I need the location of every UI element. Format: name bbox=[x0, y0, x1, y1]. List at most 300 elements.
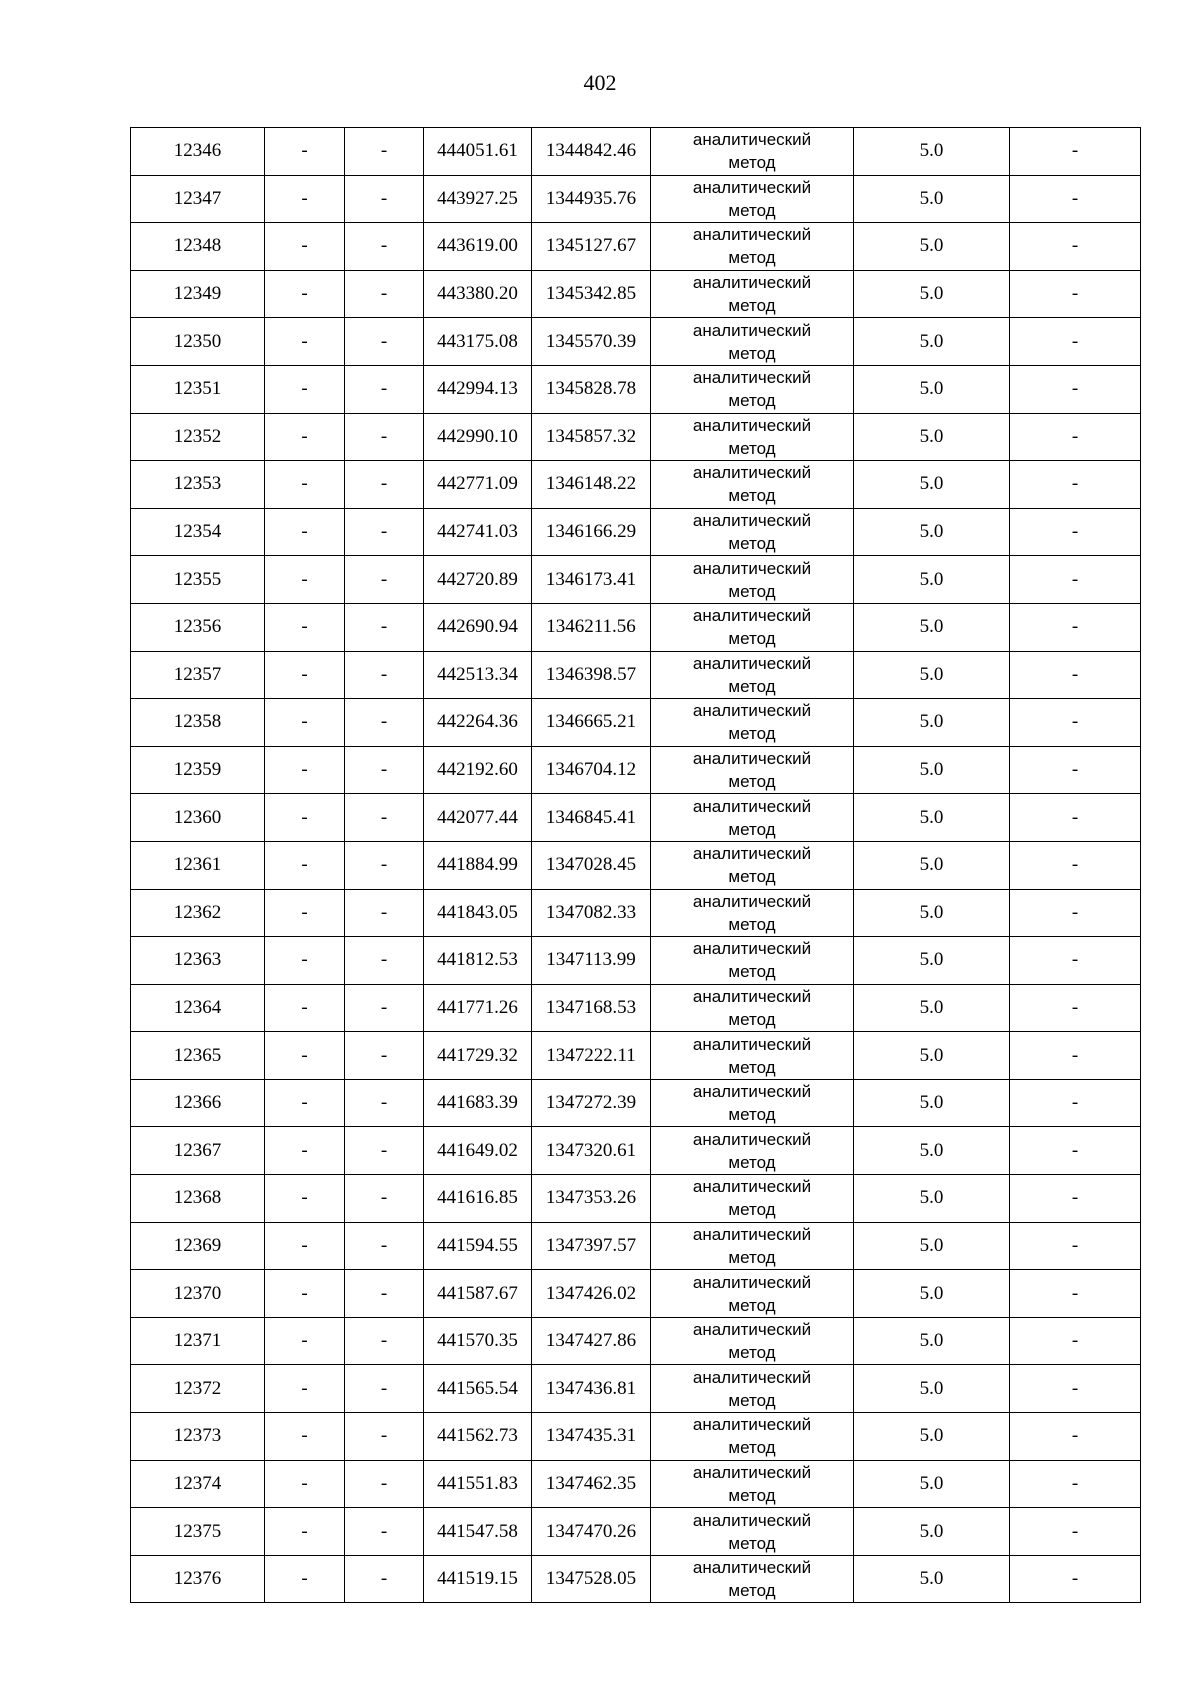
y-coordinate-cell: 1347435.31 bbox=[532, 1413, 651, 1461]
x-coordinate-cell: 442771.09 bbox=[424, 461, 532, 509]
method-text-line: аналитический bbox=[692, 891, 812, 911]
column-8-cell: - bbox=[1010, 223, 1141, 271]
column-8-cell: - bbox=[1010, 128, 1141, 176]
accuracy-cell: 5.0 bbox=[854, 1460, 1010, 1508]
point-number-cell: 12363 bbox=[131, 937, 265, 985]
table-row bbox=[131, 1365, 1141, 1413]
method-cell bbox=[651, 1508, 854, 1556]
method-cell bbox=[651, 1175, 854, 1223]
column-3-cell: - bbox=[345, 651, 424, 699]
method-text-line: метод bbox=[728, 724, 776, 744]
column-8-cell: - bbox=[1010, 699, 1141, 747]
method-text-line: метод bbox=[728, 1438, 776, 1458]
table-body bbox=[131, 128, 1141, 1603]
method-text-line: метод bbox=[728, 534, 776, 554]
point-number-cell: 12358 bbox=[131, 699, 265, 747]
column-8-cell: - bbox=[1010, 1555, 1141, 1603]
method-text-line: метод bbox=[728, 962, 776, 982]
method-text-line: метод bbox=[728, 676, 776, 696]
method-text-line: аналитический bbox=[692, 606, 812, 626]
y-coordinate-cell: 1346665.21 bbox=[532, 699, 651, 747]
method-cell bbox=[651, 1317, 854, 1365]
point-number-cell: 12373 bbox=[131, 1413, 265, 1461]
column-8-cell: - bbox=[1010, 318, 1141, 366]
accuracy-cell: 5.0 bbox=[854, 1079, 1010, 1127]
method-text-line: метод bbox=[728, 438, 776, 458]
column-2-cell: - bbox=[265, 603, 345, 651]
method-text-line: аналитический bbox=[692, 1082, 812, 1102]
accuracy-cell: 5.0 bbox=[854, 651, 1010, 699]
method-text-line: аналитический bbox=[692, 653, 812, 673]
point-number-cell: 12361 bbox=[131, 841, 265, 889]
method-text-line: аналитический bbox=[692, 130, 812, 150]
point-number-cell: 12376 bbox=[131, 1555, 265, 1603]
method-text-line: аналитический bbox=[692, 1462, 812, 1482]
point-number-cell: 12365 bbox=[131, 1032, 265, 1080]
x-coordinate-cell: 441843.05 bbox=[424, 889, 532, 937]
method-cell bbox=[651, 270, 854, 318]
column-2-cell: - bbox=[265, 1413, 345, 1461]
method-text-line: метод bbox=[728, 914, 776, 934]
y-coordinate-cell: 1345127.67 bbox=[532, 223, 651, 271]
column-8-cell: - bbox=[1010, 1508, 1141, 1556]
accuracy-cell: 5.0 bbox=[854, 1270, 1010, 1318]
method-text-line: метод bbox=[728, 772, 776, 792]
column-2-cell: - bbox=[265, 508, 345, 556]
point-number-cell: 12374 bbox=[131, 1460, 265, 1508]
accuracy-cell: 5.0 bbox=[854, 937, 1010, 985]
method-cell bbox=[651, 128, 854, 176]
column-3-cell: - bbox=[345, 794, 424, 842]
y-coordinate-cell: 1347462.35 bbox=[532, 1460, 651, 1508]
table-row bbox=[131, 223, 1141, 271]
column-3-cell: - bbox=[345, 937, 424, 985]
table-row bbox=[131, 128, 1141, 176]
accuracy-cell: 5.0 bbox=[854, 1127, 1010, 1175]
column-3-cell: - bbox=[345, 318, 424, 366]
point-number-cell: 12375 bbox=[131, 1508, 265, 1556]
column-2-cell: - bbox=[265, 937, 345, 985]
method-cell bbox=[651, 413, 854, 461]
column-2-cell: - bbox=[265, 699, 345, 747]
column-8-cell: - bbox=[1010, 556, 1141, 604]
method-text-line: аналитический bbox=[692, 796, 812, 816]
method-text-line: метод bbox=[728, 629, 776, 649]
method-cell bbox=[651, 1079, 854, 1127]
point-number-cell: 12349 bbox=[131, 270, 265, 318]
column-3-cell: - bbox=[345, 1317, 424, 1365]
method-cell bbox=[651, 365, 854, 413]
table-row bbox=[131, 175, 1141, 223]
table-row bbox=[131, 651, 1141, 699]
column-3-cell: - bbox=[345, 365, 424, 413]
x-coordinate-cell: 442513.34 bbox=[424, 651, 532, 699]
page-number: 402 bbox=[583, 70, 617, 95]
method-text-line: метод bbox=[728, 296, 776, 316]
y-coordinate-cell: 1347528.05 bbox=[532, 1555, 651, 1603]
method-cell bbox=[651, 1032, 854, 1080]
x-coordinate-cell: 441565.54 bbox=[424, 1365, 532, 1413]
x-coordinate-cell: 443927.25 bbox=[424, 175, 532, 223]
accuracy-cell: 5.0 bbox=[854, 365, 1010, 413]
method-cell bbox=[651, 841, 854, 889]
column-8-cell: - bbox=[1010, 413, 1141, 461]
point-number-cell: 12353 bbox=[131, 461, 265, 509]
column-8-cell: - bbox=[1010, 365, 1141, 413]
x-coordinate-cell: 444051.61 bbox=[424, 128, 532, 176]
accuracy-cell: 5.0 bbox=[854, 413, 1010, 461]
column-2-cell: - bbox=[265, 1127, 345, 1175]
method-text-line: метод bbox=[728, 1485, 776, 1505]
y-coordinate-cell: 1347320.61 bbox=[532, 1127, 651, 1175]
accuracy-cell: 5.0 bbox=[854, 223, 1010, 271]
table-row bbox=[131, 794, 1141, 842]
column-2-cell: - bbox=[265, 1555, 345, 1603]
column-2-cell: - bbox=[265, 556, 345, 604]
column-2-cell: - bbox=[265, 1317, 345, 1365]
x-coordinate-cell: 443619.00 bbox=[424, 223, 532, 271]
column-8-cell: - bbox=[1010, 794, 1141, 842]
method-text-line: аналитический bbox=[692, 844, 812, 864]
table-row bbox=[131, 937, 1141, 985]
column-3-cell: - bbox=[345, 1079, 424, 1127]
column-3-cell: - bbox=[345, 1175, 424, 1223]
method-text-line: аналитический bbox=[692, 177, 812, 197]
table-row bbox=[131, 889, 1141, 937]
table-row bbox=[131, 603, 1141, 651]
accuracy-cell: 5.0 bbox=[854, 508, 1010, 556]
point-number-cell: 12368 bbox=[131, 1175, 265, 1223]
method-cell bbox=[651, 508, 854, 556]
column-2-cell: - bbox=[265, 175, 345, 223]
method-text-line: метод bbox=[728, 1295, 776, 1315]
y-coordinate-cell: 1347470.26 bbox=[532, 1508, 651, 1556]
method-cell bbox=[651, 461, 854, 509]
column-2-cell: - bbox=[265, 1222, 345, 1270]
method-text-line: аналитический bbox=[692, 1558, 812, 1578]
column-2-cell: - bbox=[265, 365, 345, 413]
accuracy-cell: 5.0 bbox=[854, 794, 1010, 842]
y-coordinate-cell: 1347272.39 bbox=[532, 1079, 651, 1127]
column-3-cell: - bbox=[345, 1460, 424, 1508]
column-3-cell: - bbox=[345, 270, 424, 318]
column-3-cell: - bbox=[345, 1222, 424, 1270]
column-2-cell: - bbox=[265, 128, 345, 176]
method-text-line: аналитический bbox=[692, 1034, 812, 1054]
column-3-cell: - bbox=[345, 1365, 424, 1413]
column-2-cell: - bbox=[265, 1032, 345, 1080]
point-number-cell: 12350 bbox=[131, 318, 265, 366]
accuracy-cell: 5.0 bbox=[854, 318, 1010, 366]
table-row bbox=[131, 556, 1141, 604]
x-coordinate-cell: 441562.73 bbox=[424, 1413, 532, 1461]
method-text-line: аналитический bbox=[692, 1415, 812, 1435]
column-2-cell: - bbox=[265, 1508, 345, 1556]
method-text-line: метод bbox=[728, 1009, 776, 1029]
method-text-line: аналитический bbox=[692, 1177, 812, 1197]
column-3-cell: - bbox=[345, 699, 424, 747]
column-2-cell: - bbox=[265, 1175, 345, 1223]
column-8-cell: - bbox=[1010, 1317, 1141, 1365]
x-coordinate-cell: 441884.99 bbox=[424, 841, 532, 889]
accuracy-cell: 5.0 bbox=[854, 841, 1010, 889]
column-3-cell: - bbox=[345, 1127, 424, 1175]
x-coordinate-cell: 442690.94 bbox=[424, 603, 532, 651]
x-coordinate-cell: 441729.32 bbox=[424, 1032, 532, 1080]
method-text-line: аналитический bbox=[692, 986, 812, 1006]
method-cell bbox=[651, 603, 854, 651]
method-cell bbox=[651, 1270, 854, 1318]
method-cell bbox=[651, 651, 854, 699]
method-cell bbox=[651, 937, 854, 985]
method-text-line: аналитический bbox=[692, 225, 812, 245]
column-8-cell: - bbox=[1010, 1032, 1141, 1080]
column-8-cell: - bbox=[1010, 508, 1141, 556]
point-number-cell: 12372 bbox=[131, 1365, 265, 1413]
method-text-line: метод bbox=[728, 391, 776, 411]
y-coordinate-cell: 1347168.53 bbox=[532, 984, 651, 1032]
accuracy-cell: 5.0 bbox=[854, 270, 1010, 318]
point-number-cell: 12366 bbox=[131, 1079, 265, 1127]
y-coordinate-cell: 1347436.81 bbox=[532, 1365, 651, 1413]
method-text-line: метод bbox=[728, 1343, 776, 1363]
accuracy-cell: 5.0 bbox=[854, 1555, 1010, 1603]
method-cell bbox=[651, 556, 854, 604]
method-cell bbox=[651, 1365, 854, 1413]
column-2-cell: - bbox=[265, 1270, 345, 1318]
point-number-cell: 12362 bbox=[131, 889, 265, 937]
column-2-cell: - bbox=[265, 461, 345, 509]
column-3-cell: - bbox=[345, 889, 424, 937]
accuracy-cell: 5.0 bbox=[854, 889, 1010, 937]
point-number-cell: 12367 bbox=[131, 1127, 265, 1175]
table-row bbox=[131, 318, 1141, 366]
accuracy-cell: 5.0 bbox=[854, 603, 1010, 651]
method-cell bbox=[651, 175, 854, 223]
column-8-cell: - bbox=[1010, 984, 1141, 1032]
method-cell bbox=[651, 984, 854, 1032]
y-coordinate-cell: 1346704.12 bbox=[532, 746, 651, 794]
x-coordinate-cell: 443380.20 bbox=[424, 270, 532, 318]
x-coordinate-cell: 441519.15 bbox=[424, 1555, 532, 1603]
method-cell bbox=[651, 1222, 854, 1270]
method-cell bbox=[651, 1127, 854, 1175]
accuracy-cell: 5.0 bbox=[854, 461, 1010, 509]
column-8-cell: - bbox=[1010, 651, 1141, 699]
column-3-cell: - bbox=[345, 556, 424, 604]
y-coordinate-cell: 1347427.86 bbox=[532, 1317, 651, 1365]
y-coordinate-cell: 1347222.11 bbox=[532, 1032, 651, 1080]
column-3-cell: - bbox=[345, 841, 424, 889]
method-text-line: метод bbox=[728, 153, 776, 173]
column-8-cell: - bbox=[1010, 841, 1141, 889]
accuracy-cell: 5.0 bbox=[854, 1032, 1010, 1080]
column-3-cell: - bbox=[345, 1032, 424, 1080]
column-8-cell: - bbox=[1010, 937, 1141, 985]
table-row bbox=[131, 1127, 1141, 1175]
table-row bbox=[131, 365, 1141, 413]
table-row bbox=[131, 413, 1141, 461]
column-8-cell: - bbox=[1010, 270, 1141, 318]
method-text-line: аналитический bbox=[692, 273, 812, 293]
x-coordinate-cell: 441547.58 bbox=[424, 1508, 532, 1556]
table-row bbox=[131, 1079, 1141, 1127]
table-row bbox=[131, 1508, 1141, 1556]
table-row bbox=[131, 841, 1141, 889]
y-coordinate-cell: 1346211.56 bbox=[532, 603, 651, 651]
column-2-cell: - bbox=[265, 1460, 345, 1508]
column-2-cell: - bbox=[265, 1365, 345, 1413]
coordinates-table bbox=[130, 127, 1141, 1603]
column-8-cell: - bbox=[1010, 1270, 1141, 1318]
method-text-line: аналитический bbox=[692, 1510, 812, 1530]
table-row bbox=[131, 270, 1141, 318]
y-coordinate-cell: 1345828.78 bbox=[532, 365, 651, 413]
y-coordinate-cell: 1347353.26 bbox=[532, 1175, 651, 1223]
method-text-line: метод bbox=[728, 819, 776, 839]
point-number-cell: 12371 bbox=[131, 1317, 265, 1365]
method-text-line: метод bbox=[728, 200, 776, 220]
method-text-line: аналитический bbox=[692, 463, 812, 483]
method-text-line: аналитический bbox=[692, 1367, 812, 1387]
accuracy-cell: 5.0 bbox=[854, 1222, 1010, 1270]
y-coordinate-cell: 1346166.29 bbox=[532, 508, 651, 556]
column-8-cell: - bbox=[1010, 1222, 1141, 1270]
accuracy-cell: 5.0 bbox=[854, 1365, 1010, 1413]
method-text-line: метод bbox=[728, 1533, 776, 1553]
table-row bbox=[131, 1555, 1141, 1603]
column-3-cell: - bbox=[345, 1508, 424, 1556]
column-2-cell: - bbox=[265, 841, 345, 889]
accuracy-cell: 5.0 bbox=[854, 984, 1010, 1032]
y-coordinate-cell: 1345857.32 bbox=[532, 413, 651, 461]
method-cell bbox=[651, 1413, 854, 1461]
method-text-line: аналитический bbox=[692, 558, 812, 578]
method-cell bbox=[651, 699, 854, 747]
method-cell bbox=[651, 746, 854, 794]
method-text-line: метод bbox=[728, 1105, 776, 1125]
x-coordinate-cell: 441570.35 bbox=[424, 1317, 532, 1365]
table-row bbox=[131, 984, 1141, 1032]
point-number-cell: 12369 bbox=[131, 1222, 265, 1270]
y-coordinate-cell: 1347082.33 bbox=[532, 889, 651, 937]
y-coordinate-cell: 1346173.41 bbox=[532, 556, 651, 604]
column-8-cell: - bbox=[1010, 1175, 1141, 1223]
accuracy-cell: 5.0 bbox=[854, 746, 1010, 794]
x-coordinate-cell: 442077.44 bbox=[424, 794, 532, 842]
column-3-cell: - bbox=[345, 175, 424, 223]
method-cell bbox=[651, 1460, 854, 1508]
column-3-cell: - bbox=[345, 1413, 424, 1461]
column-3-cell: - bbox=[345, 508, 424, 556]
method-cell bbox=[651, 318, 854, 366]
table-row bbox=[131, 508, 1141, 556]
accuracy-cell: 5.0 bbox=[854, 556, 1010, 604]
column-2-cell: - bbox=[265, 746, 345, 794]
column-3-cell: - bbox=[345, 746, 424, 794]
column-2-cell: - bbox=[265, 270, 345, 318]
column-3-cell: - bbox=[345, 223, 424, 271]
method-text-line: метод bbox=[728, 1390, 776, 1410]
accuracy-cell: 5.0 bbox=[854, 1508, 1010, 1556]
method-text-line: метод bbox=[728, 581, 776, 601]
column-2-cell: - bbox=[265, 889, 345, 937]
point-number-cell: 12355 bbox=[131, 556, 265, 604]
method-text-line: аналитический bbox=[692, 1272, 812, 1292]
x-coordinate-cell: 442192.60 bbox=[424, 746, 532, 794]
y-coordinate-cell: 1347113.99 bbox=[532, 937, 651, 985]
column-3-cell: - bbox=[345, 461, 424, 509]
table-row bbox=[131, 461, 1141, 509]
column-8-cell: - bbox=[1010, 746, 1141, 794]
y-coordinate-cell: 1344935.76 bbox=[532, 175, 651, 223]
table-row bbox=[131, 1032, 1141, 1080]
x-coordinate-cell: 442264.36 bbox=[424, 699, 532, 747]
x-coordinate-cell: 441587.67 bbox=[424, 1270, 532, 1318]
x-coordinate-cell: 441683.39 bbox=[424, 1079, 532, 1127]
column-2-cell: - bbox=[265, 794, 345, 842]
column-2-cell: - bbox=[265, 1079, 345, 1127]
table-row bbox=[131, 1413, 1141, 1461]
column-8-cell: - bbox=[1010, 1413, 1141, 1461]
y-coordinate-cell: 1347028.45 bbox=[532, 841, 651, 889]
column-2-cell: - bbox=[265, 413, 345, 461]
point-number-cell: 12357 bbox=[131, 651, 265, 699]
accuracy-cell: 5.0 bbox=[854, 1413, 1010, 1461]
y-coordinate-cell: 1346148.22 bbox=[532, 461, 651, 509]
point-number-cell: 12364 bbox=[131, 984, 265, 1032]
column-3-cell: - bbox=[345, 1270, 424, 1318]
column-3-cell: - bbox=[345, 603, 424, 651]
point-number-cell: 12348 bbox=[131, 223, 265, 271]
method-text-line: метод bbox=[728, 1057, 776, 1077]
table-row bbox=[131, 1317, 1141, 1365]
x-coordinate-cell: 442741.03 bbox=[424, 508, 532, 556]
point-number-cell: 12354 bbox=[131, 508, 265, 556]
x-coordinate-cell: 441551.83 bbox=[424, 1460, 532, 1508]
method-text-line: метод bbox=[728, 1581, 776, 1601]
column-2-cell: - bbox=[265, 318, 345, 366]
column-2-cell: - bbox=[265, 984, 345, 1032]
point-number-cell: 12347 bbox=[131, 175, 265, 223]
x-coordinate-cell: 441812.53 bbox=[424, 937, 532, 985]
y-coordinate-cell: 1344842.46 bbox=[532, 128, 651, 176]
column-8-cell: - bbox=[1010, 1460, 1141, 1508]
column-8-cell: - bbox=[1010, 1365, 1141, 1413]
x-coordinate-cell: 441649.02 bbox=[424, 1127, 532, 1175]
accuracy-cell: 5.0 bbox=[854, 175, 1010, 223]
table-row bbox=[131, 699, 1141, 747]
point-number-cell: 12351 bbox=[131, 365, 265, 413]
x-coordinate-cell: 442720.89 bbox=[424, 556, 532, 604]
column-2-cell: - bbox=[265, 651, 345, 699]
x-coordinate-cell: 442990.10 bbox=[424, 413, 532, 461]
column-3-cell: - bbox=[345, 413, 424, 461]
accuracy-cell: 5.0 bbox=[854, 1317, 1010, 1365]
column-3-cell: - bbox=[345, 1555, 424, 1603]
x-coordinate-cell: 442994.13 bbox=[424, 365, 532, 413]
table-row bbox=[131, 1175, 1141, 1223]
y-coordinate-cell: 1347426.02 bbox=[532, 1270, 651, 1318]
method-text-line: метод bbox=[728, 343, 776, 363]
method-cell bbox=[651, 1555, 854, 1603]
y-coordinate-cell: 1345570.39 bbox=[532, 318, 651, 366]
table-row bbox=[131, 1222, 1141, 1270]
column-8-cell: - bbox=[1010, 1079, 1141, 1127]
point-number-cell: 12359 bbox=[131, 746, 265, 794]
y-coordinate-cell: 1346398.57 bbox=[532, 651, 651, 699]
column-8-cell: - bbox=[1010, 603, 1141, 651]
